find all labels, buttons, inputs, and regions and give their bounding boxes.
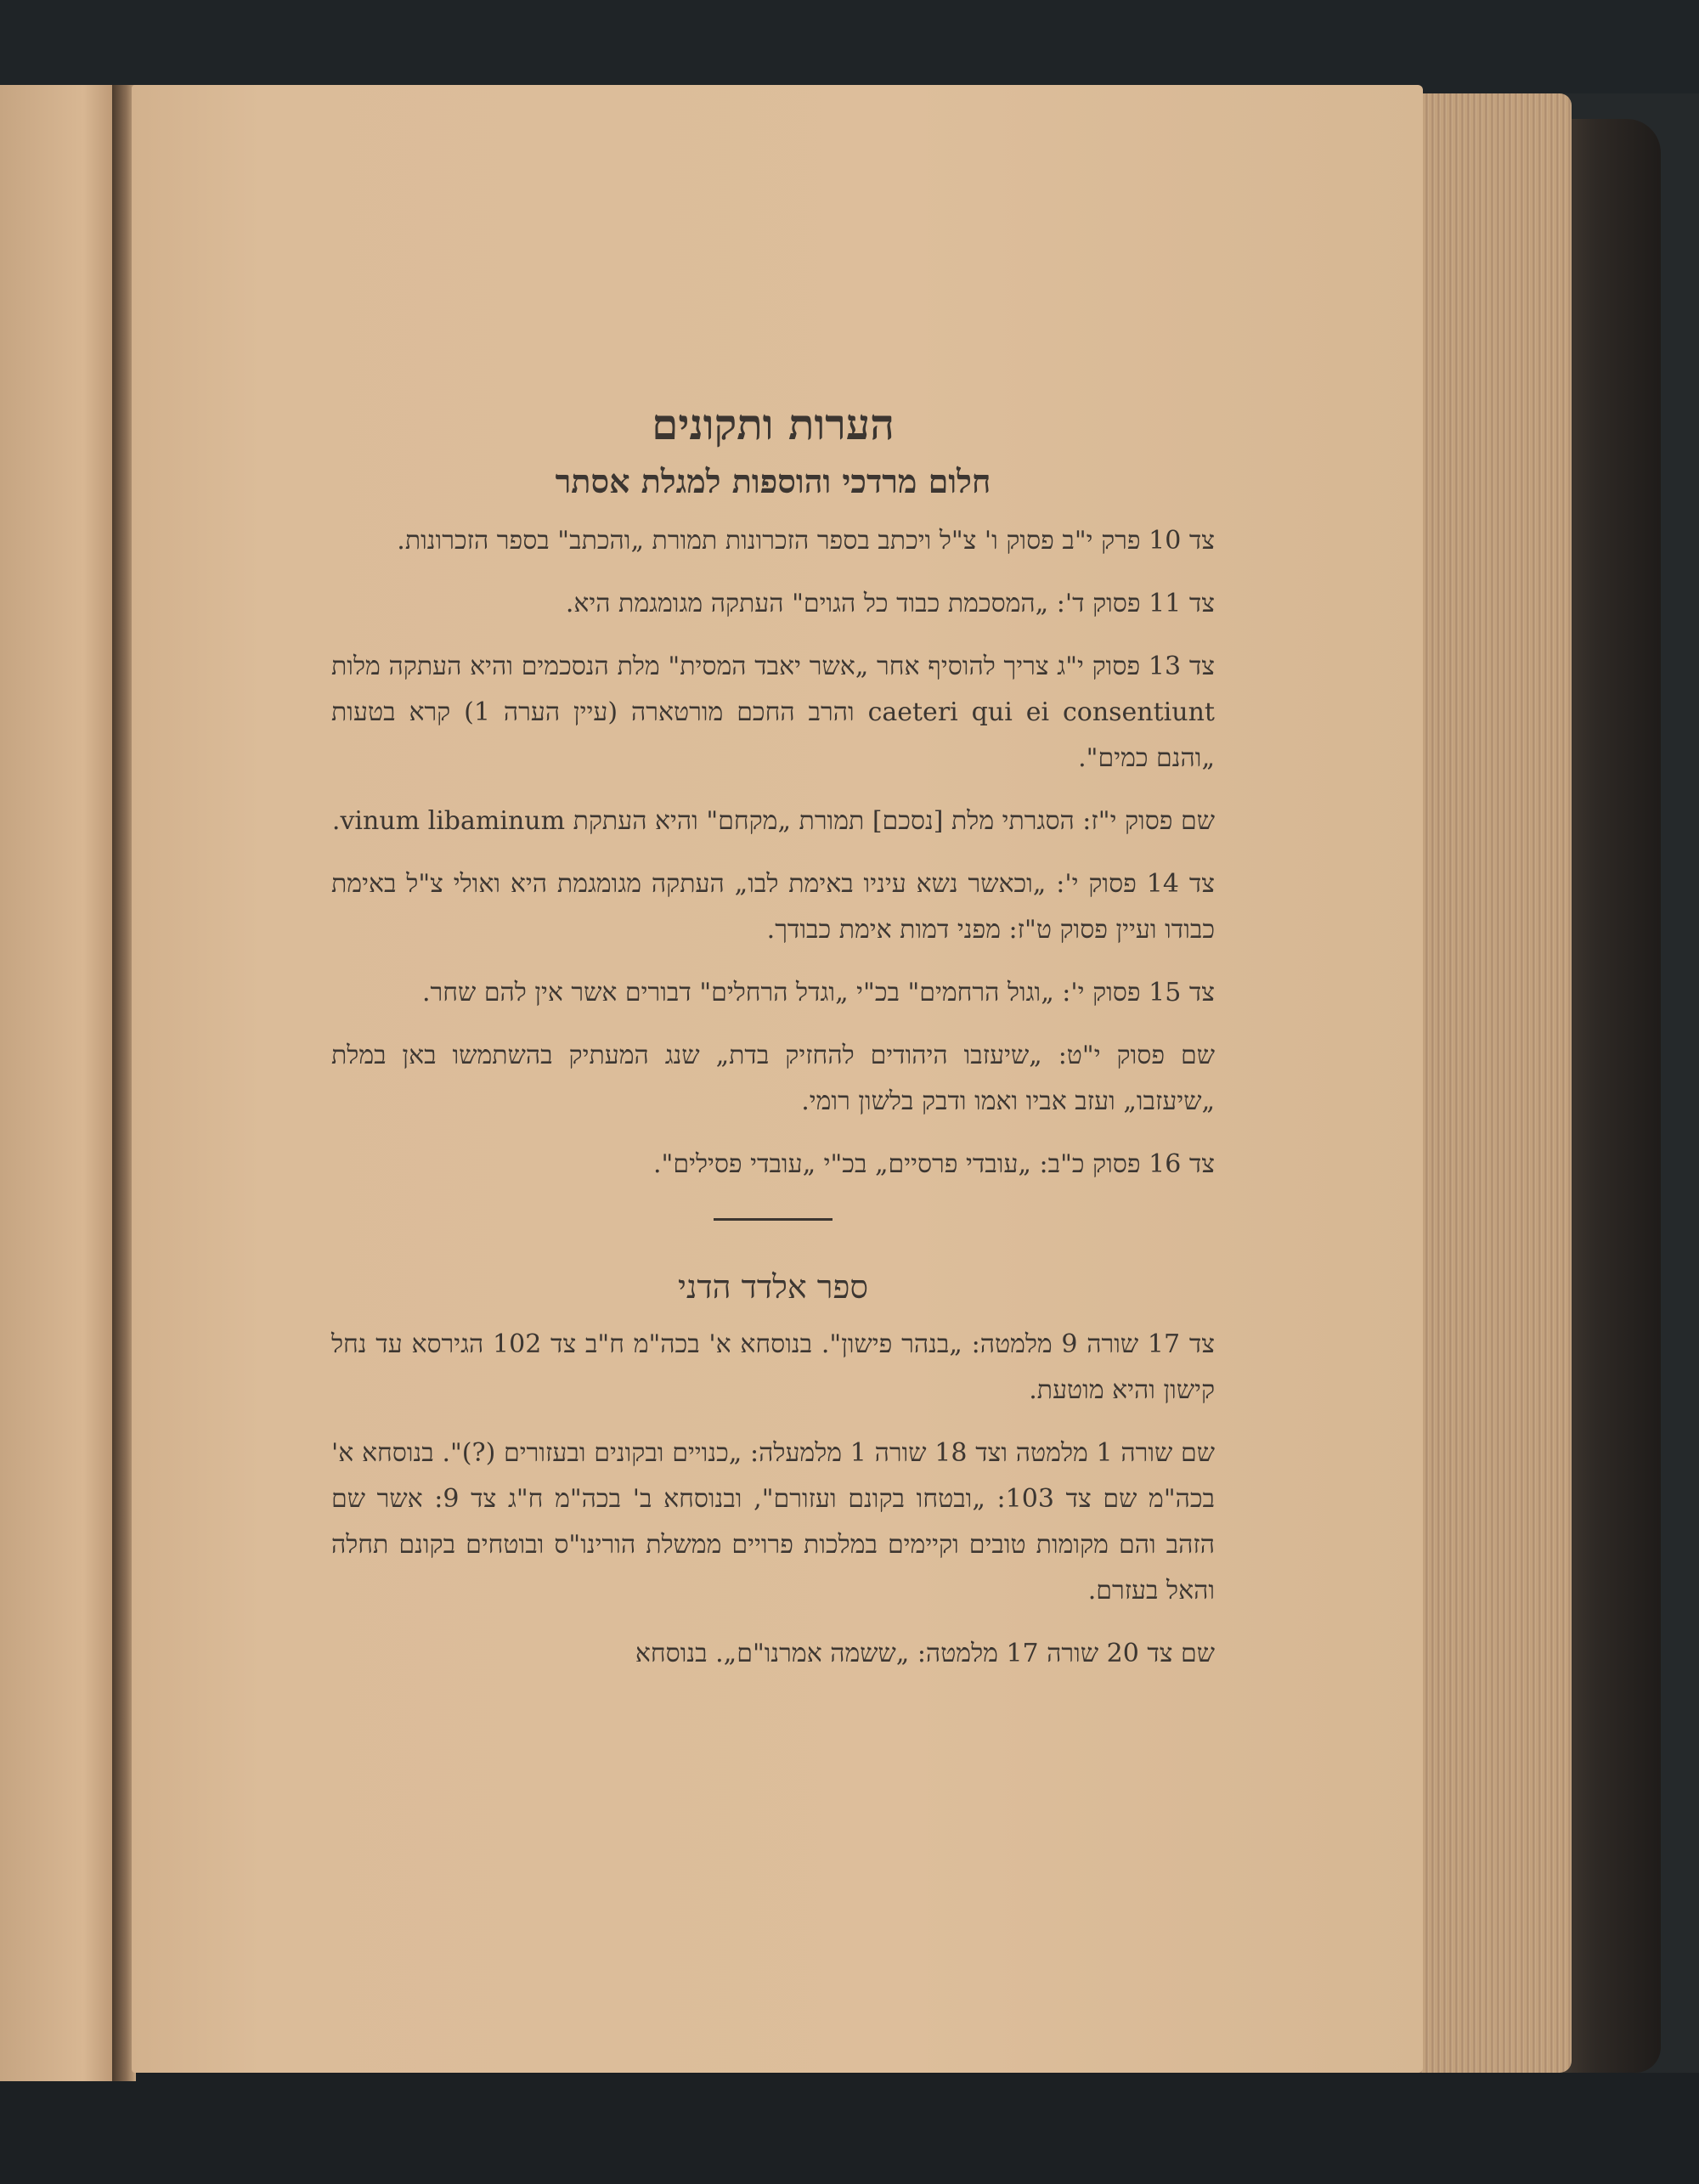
page-title: הערות ותקונים: [652, 399, 895, 449]
note-paragraph: שם שורה 1 מלמטה וצד 18 שורה 1 מלמעלה: „כנויים ובקונים ובעזורים (?)". בנוסחא א' בכה"מ שם צד 103: „ובטחו בקונם ועזורם", ובנוסחא ב' בכה"מ ח"ג צד 9: אשר שם הזהב והם מקומות טובים וקיימים במלכות פרויים ממשלת הורינו"ס ובוטחים בקונם תחלה והאל בעזרם.: [331, 1438, 1215, 1606]
background-bottom: [0, 2073, 1699, 2184]
note-paragraph: שם צד 20 שורה 17 מלמטה: „ששמה אמרנו"ם„. בנוסחא: [635, 1639, 1215, 1669]
background-top: [0, 0, 1699, 93]
left-page: [0, 85, 119, 2081]
note-paragraph: צד 11 פסוק ד': „המסכמת כבוד כל הגוים" העתקה מגומגמת היא.: [565, 588, 1215, 618]
note-paragraph: שם פסוק י"ט: „שיעזבו היהודים להחזיק בדת„ שנג המעתיק בהשתמשו באן במלת „שיעזבו„ ועזב אביו ואמו ודבק בלשון רומי.: [331, 1040, 1215, 1116]
note-paragraph: צד 13 פסוק י"ג צריך להוסיף אחר „אשר יאבד המסית" מלת הנסכמים והיא העתקה מלות caeteri qui ei consentiunt והרב החכם מורטארה (עיין הערה 1) קרא בטעות „והנם כמים".: [331, 651, 1215, 773]
page-text: [331, 399, 1215, 1694]
section-title-esther: חלום מרדכי והוספות למגלת אסתר: [555, 462, 991, 500]
section-title-eldad: ספר אלדד הדני: [678, 1267, 868, 1306]
note-paragraph: שם פסוק י"ז: הסגרתי מלת [נסכם] תמורת „מקחם" והיא העתקת vinum libaminum.: [331, 805, 1215, 836]
note-paragraph: צד 14 פסוק י': „וכאשר נשא עיניו באימת לבו„ העתקה מגומגמת היא ואולי צ"ל באימת כבודו ועיין פסוק ט"ז: מפני דמות אימת כבודך.: [331, 868, 1215, 945]
note-paragraph: צד 16 פסוק כ"ב: „עובדי פרסיים„ בכ"י „עובדי פסילים".: [653, 1148, 1215, 1179]
note-paragraph: צד 17 שורה 9 מלמטה: „בנהר פישון". בנוסחא א' בכה"מ ח"ב צד 102 הגירסא עד נחל קישון והיא מוטעת.: [331, 1329, 1216, 1406]
note-paragraph: צד 10 פרק י"ב פסוק ו' צ"ל ויכתב בספר הזכרונות תמורת „והכתב" בספר הזכרונות.: [397, 525, 1215, 556]
section-divider: [714, 1218, 833, 1221]
note-paragraph: צד 15 פסוק י': „וגול הרחמים" בכ"י „וגדל הרחלים" דבורים אשר אין להם שחר.: [422, 977, 1215, 1007]
